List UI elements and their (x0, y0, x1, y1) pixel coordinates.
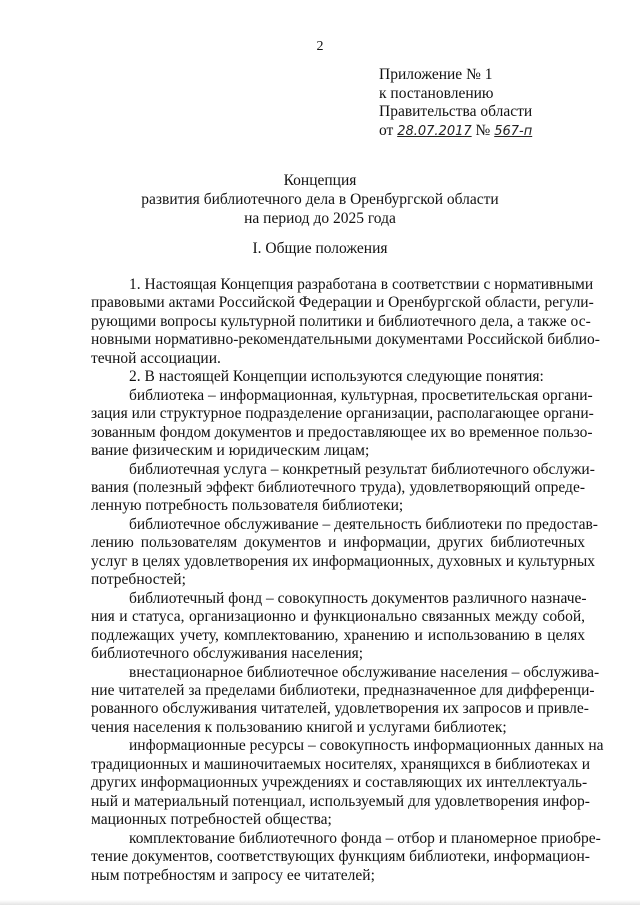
paragraph (91, 368, 585, 386)
text-line: ния и статуса, организационно и функционально связанных между собой, (91, 608, 585, 626)
appendix-line-4 (379, 122, 532, 142)
text-line: информационные ресурсы – совокупность информационных данных на (129, 737, 604, 755)
text-line: ным потребностям и запросу ее читателей; (91, 866, 375, 884)
paragraph (91, 276, 600, 368)
text-line: услуг в целях удовлетворения их информационных, духовных и культурных (91, 552, 596, 570)
text-line: правовыми актами Российской Федерации и Оренбургской области, регули- (91, 294, 594, 312)
text-line: подлежащих учету, комплектованию, хранению и использованию в целях (91, 626, 585, 644)
scan-edge (0, 900, 640, 905)
text-line: ленную потребность пользователя библиотеки; (91, 497, 404, 515)
text-line: рующими вопросы культурной политики и библиотечного дела, а также ос- (91, 312, 591, 330)
date-prefix: от (379, 121, 394, 139)
appendix-block (379, 66, 532, 141)
text-line: других информационных учреждениях и составляющих их интеллектуаль- (91, 774, 588, 792)
paragraph (91, 829, 601, 885)
number-sign: № (475, 121, 491, 139)
text-line: рованного обслуживания читателей, удовлетворения их запросов и привле- (91, 700, 589, 718)
text-line: вания (полезный эффект библиотечного труда), удовлетворяющий опреде- (91, 478, 585, 496)
text-line: чения населения к пользованию книгой и услугами библиотек; (91, 718, 507, 736)
text-line: внестационарное библиотечное обслуживание населения – обслужива- (129, 663, 600, 681)
paragraph (91, 590, 585, 664)
section-heading: I. Общие положения (252, 240, 388, 257)
paragraph (91, 460, 595, 516)
text-line: течной ассоциации. (91, 349, 221, 367)
text-line: зация или структурное подразделение организации, располагающее органи- (91, 405, 594, 423)
text-line: библиотека – информационная, культурная, просветительская органи- (129, 386, 593, 404)
text-line: библиотечное обслуживание – деятельность библиотеки по предостав- (129, 515, 598, 533)
text-line: ный и материальный потенциал, используемый для удовлетворения инфор- (91, 792, 590, 810)
text-line: библиотечная услуга – конкретный результат библиотечного обслужи- (129, 460, 595, 478)
paragraph (91, 515, 598, 590)
text-line: библиотечный фонд – совокупность документов различного назначе- (129, 589, 587, 607)
text-line: 2. В настоящей Концепции используются следующие понятия: (129, 368, 544, 386)
text-line: 1. Настоящая Концепция разработана в соответствии с нормативными (129, 276, 594, 293)
appendix-line-3: Правительства области (379, 103, 533, 120)
text-line: традиционных и машиночитаемых носителях, хранящихся в библиотеках и (91, 755, 591, 773)
text-line: зованным фондом документов и предоставляющее их во временное пользо- (91, 423, 593, 441)
text-line: потребностей; (91, 571, 186, 589)
text-line: лению пользователям документов и информации, других библиотечных (91, 534, 585, 552)
text-line: библиотечного обслуживания населения; (91, 645, 364, 663)
title-line-1: Концепция (283, 172, 357, 189)
paragraph (91, 663, 600, 738)
text-line: мационных потребностей общества; (91, 811, 332, 829)
text-line: новными нормативно-рекомендательными документами Российской библио- (91, 331, 600, 349)
paragraph (91, 386, 594, 461)
text-line: ние читателей за пределами библиотеки, предназначенное для дифференци- (91, 681, 595, 699)
text-line: вание физическим и юридическим лицам; (91, 442, 370, 460)
appendix-line-2: к постановлению (379, 84, 494, 102)
handwritten-date: 28.07.2017 (397, 123, 472, 139)
document-body (91, 276, 604, 885)
handwritten-number: 567-п (494, 123, 533, 139)
page-number: 2 (316, 39, 324, 54)
title-line-2: развития библиотечного дела в Оренбургской области (141, 191, 499, 208)
document-title (0, 171, 640, 228)
appendix-line-1: Приложение № 1 (379, 66, 493, 83)
text-line: тение документов, соответствующих функциям библиотеки, информацион- (91, 848, 590, 866)
text-line: комплектование библиотечного фонда – отбор и планомерное приобре- (129, 829, 601, 847)
title-line-3: на период до 2025 года (244, 210, 396, 227)
paragraph (91, 737, 604, 829)
